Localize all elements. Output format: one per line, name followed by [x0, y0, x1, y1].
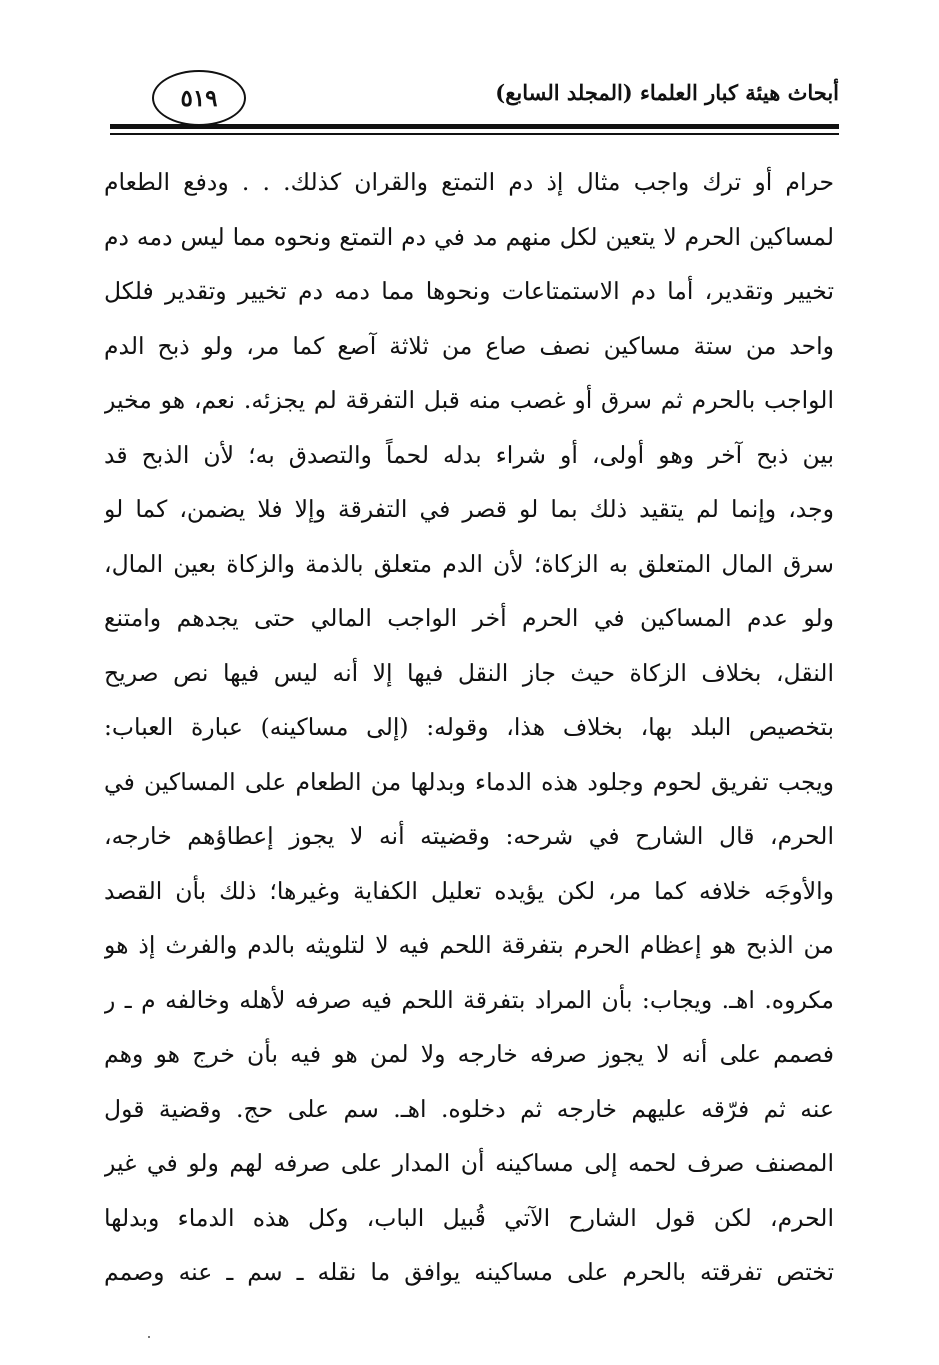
text-line: تخيير وتقدير، أما دم الاستمتاعات ونحوها مما دمه دم تخيير وتقدير فلكل [104, 277, 834, 305]
text-line: فصمم على أنه لا يجوز صرفه خارجه ولا لمن هو فيه بأن خرج هو وهم [104, 1040, 834, 1068]
header-rule-thin [110, 133, 839, 135]
text-line: من الذبح هو إعظام الحرم بتفرقة اللحم فيه لا لتلويثه بالدم والفرث إذ هو [104, 931, 834, 959]
page-number: ٥١٩ [152, 70, 246, 126]
text-line: وجد، وإنما لم يتقيد ذلك بما لو قصر في التفرقة وإلا فلا يضمن، كما لو [104, 495, 834, 523]
text-line: سرق المال المتعلق به الزكاة؛ لأن الدم متعلق بالذمة والزكاة بعين المال، [104, 549, 834, 578]
text-line: لمساكين الحرم لا يتعين لكل منهم مد في دم التمتع ونحوه مما ليس دمه دم [104, 222, 834, 251]
text-line: ويجب تفريق لحوم وجلود هذه الدماء وبدلها من الطعام على المساكين في [104, 767, 834, 796]
text-line: بين ذبح آخر وهو أولى، أو شراء بدله لحماً والتصدق به؛ لأن الذبح قد [104, 440, 834, 469]
text-line: حرام أو ترك واجب مثال إذ دم التمتع والقران كذلك. . . ودفع الطعام [104, 168, 834, 196]
text-line: الحرم، قال الشارح في شرحه: وقضيته أنه لا يجوز إعطاؤهم خارجه، [104, 822, 834, 850]
text-line: والأوجَه خلافه كما مر، لكن يؤيده تعليل الكفاية وغيرها؛ ذلك بأن القصد [104, 876, 834, 905]
scan-speck [148, 1336, 150, 1338]
text-line: مكروه. اهـ. ويجاب: بأن المراد بتفرقة اللحم فيه صرفه لأهله وخالفه م ـ ر [104, 985, 834, 1014]
text-line: الواجب بالحرم ثم سرق أو غصب منه قبل التفرقة لم يجزئه. نعم، هو مخير [104, 386, 834, 414]
page-header [0, 0, 939, 140]
text-line: عنه ثم فرّقه عليهم خارجه ثم دخلوه. اهـ. سم على حج. وقضية قول [104, 1094, 834, 1123]
header-rule-thick [110, 124, 839, 129]
text-line: النقل، بخلاف الزكاة حيث جاز النقل فيها إلا أنه ليس فيها نص صريح [104, 658, 834, 687]
body-text [104, 155, 834, 1300]
text-line: الحرم، لكن قول الشارح الآتي قُبيل الباب، وكل هذه الدماء وبدلها [104, 1203, 834, 1232]
running-title: أبحاث هيئة كبار العلماء (المجلد السابع) [495, 80, 839, 105]
text-line: المصنف صرف لحمه إلى مساكينه أن المدار على صرفه لهم ولو في غير [104, 1149, 834, 1177]
text-line: بتخصيص البلد بها، بخلاف هذا، وقوله: (إلى مساكينه) عبارة العباب: [104, 713, 834, 741]
text-line: تختص تفرقته بالحرم على مساكينه يوافق ما نقله ـ سم ـ عنه وصمم [104, 1258, 834, 1286]
text-line: ولو عدم المساكين في الحرم أخر الواجب المالي حتى يجدهم وامتنع [104, 604, 834, 632]
text-line: واحد من ستة مساكين نصف صاع من ثلاثة آصع كما مر، ولو ذبح الدم [104, 331, 834, 360]
